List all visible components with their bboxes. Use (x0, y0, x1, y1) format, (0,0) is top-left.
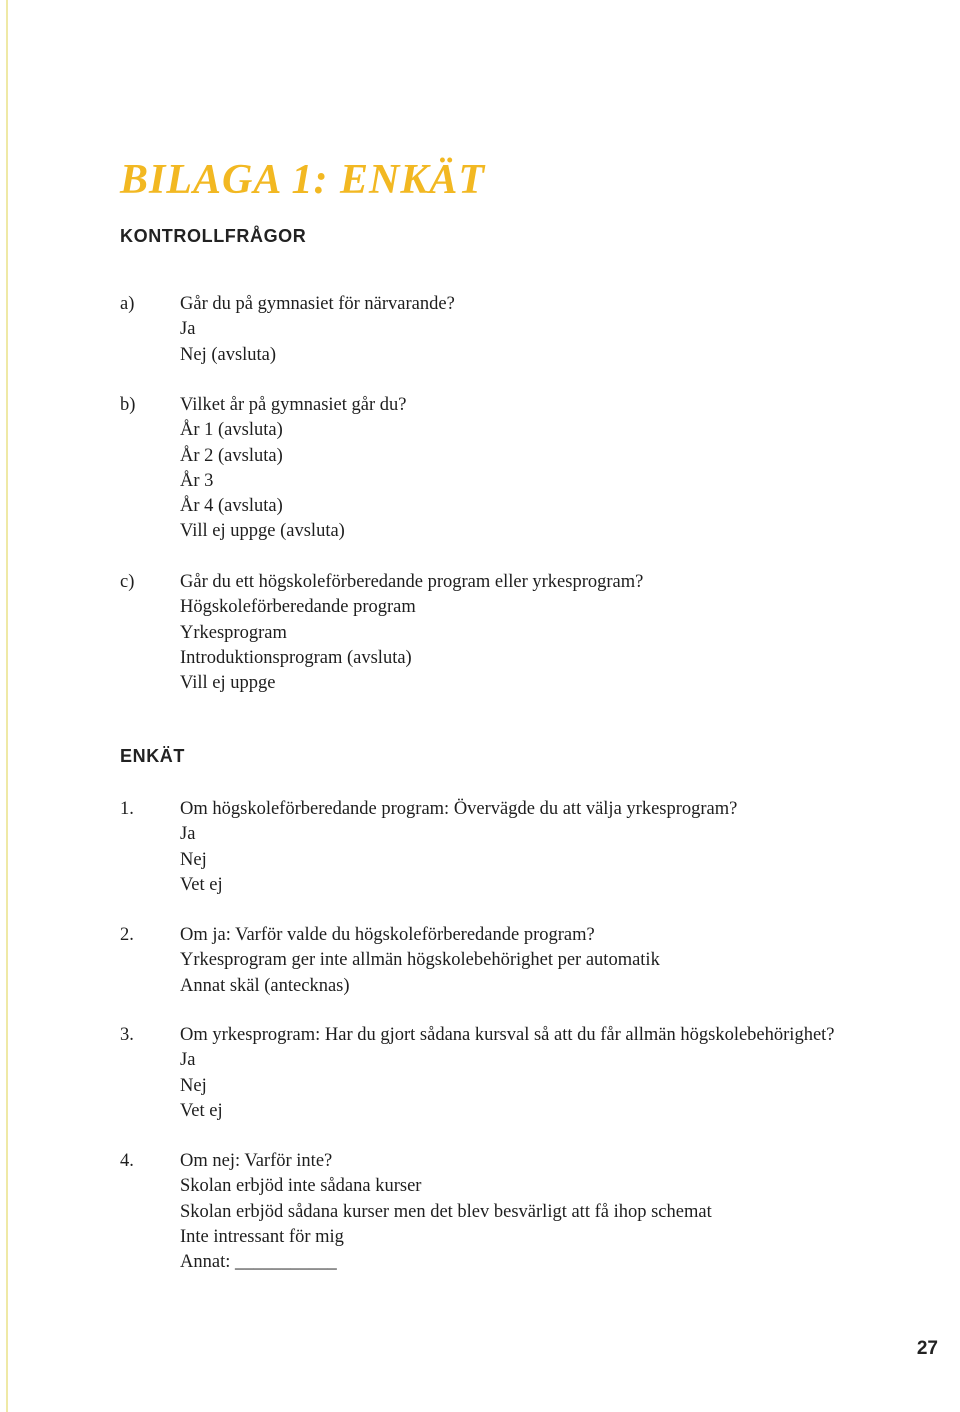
question-text: Om ja: Varför valde du högskoleförberedande program? (180, 925, 595, 945)
answer-option: Vet ej (180, 1100, 223, 1121)
question-text: Går du på gymnasiet för närvarande? (180, 294, 455, 314)
answer-option: Annat: ___________ (180, 1252, 337, 1273)
question-line (120, 1023, 920, 1048)
answer-option: Ja (180, 319, 196, 340)
answer-option: År 1 (avsluta) (180, 420, 283, 441)
question-text: Vilket år på gymnasiet går du? (180, 395, 407, 415)
question-marker: c) (120, 572, 135, 592)
question-line (120, 797, 920, 822)
question-marker: a) (120, 294, 135, 314)
section-heading-survey: ENKÄT (120, 746, 185, 766)
question-b (120, 393, 920, 545)
answer-option: Inte intressant för mig (180, 1226, 344, 1247)
answer-option: Ja (180, 824, 196, 845)
question-marker: b) (120, 395, 136, 415)
question-text: Om högskoleförberedande program: Övervägde du att välja yrkesprogram? (180, 799, 738, 819)
question-text: Går du ett högskoleförberedande program eller yrkesprogram? (180, 572, 644, 592)
question-marker: 3. (120, 1025, 134, 1045)
question-line (120, 570, 920, 595)
question-4 (120, 1149, 920, 1275)
section-heading-control: KONTROLLFRÅGOR (120, 226, 307, 246)
question-a (120, 292, 920, 368)
answer-option: År 3 (180, 470, 214, 491)
answer-option: Nej (avsluta) (180, 344, 277, 365)
answer-option: Annat skäl (antecknas) (180, 975, 350, 996)
question-text: Om yrkesprogram: Har du gjort sådana kursval så att du får allmän högskolebehörighet? (180, 1025, 835, 1045)
answer-option: År 4 (avsluta) (180, 496, 283, 517)
answer-option: Vill ej uppge (180, 673, 276, 694)
answer-option: Yrkesprogram (180, 622, 287, 643)
answer-option: År 2 (avsluta) (180, 445, 283, 466)
answer-option: Introduktionsprogram (avsluta) (180, 647, 412, 668)
answer-option: Skolan erbjöd inte sådana kurser (180, 1176, 422, 1197)
question-1 (120, 797, 920, 898)
answer-option: Ja (180, 1050, 196, 1071)
page-title: BILAGA 1: ENKÄT (120, 157, 486, 203)
question-c (120, 570, 920, 696)
question-3 (120, 1023, 920, 1124)
question-line (120, 1149, 920, 1174)
question-line (120, 292, 920, 317)
question-line (120, 923, 920, 948)
question-marker: 4. (120, 1151, 134, 1171)
answer-option: Nej (180, 849, 207, 870)
question-2 (120, 923, 920, 999)
question-marker: 2. (120, 925, 134, 945)
answer-option: Yrkesprogram ger inte allmän högskolebehörighet per automatik (180, 950, 660, 971)
answer-option: Vet ej (180, 874, 223, 895)
question-line (120, 393, 920, 418)
answer-option: Nej (180, 1075, 207, 1096)
question-marker: 1. (120, 799, 134, 819)
answer-option: Vill ej uppge (avsluta) (180, 521, 345, 542)
answer-option: Högskoleförberedande program (180, 597, 416, 618)
page-number: 27 (916, 1338, 938, 1359)
page-margin-rule (6, 0, 8, 1412)
answer-option: Skolan erbjöd sådana kurser men det blev besvärligt att få ihop schemat (180, 1201, 712, 1222)
question-text: Om nej: Varför inte? (180, 1151, 333, 1171)
